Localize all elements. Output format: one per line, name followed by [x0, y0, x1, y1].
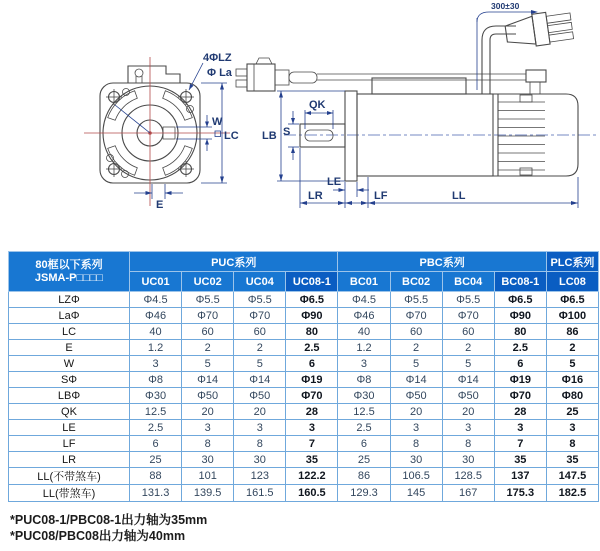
spec-table	[8, 251, 599, 502]
series-group-header: PLC系列	[546, 252, 598, 272]
row-label: LZΦ	[9, 292, 130, 308]
spec-cell: 3	[442, 420, 494, 436]
spec-cell: Φ50	[442, 388, 494, 404]
side-le-label: LE	[327, 176, 342, 188]
spec-cell: Φ70	[390, 308, 442, 324]
spec-cell: 106.5	[390, 468, 442, 485]
model-column-header: BC01	[338, 272, 390, 292]
spec-cell: 60	[234, 324, 286, 340]
spec-cell: 40	[338, 324, 390, 340]
spec-cell: 1.2	[130, 340, 182, 356]
front-e-label: E	[156, 199, 164, 211]
series-group-header: PUC系列	[130, 252, 338, 272]
spec-cell: Φ4.5	[338, 292, 390, 308]
spec-cell: 35	[546, 452, 598, 468]
spec-cell: 101	[182, 468, 234, 485]
spec-cell: 128.5	[442, 468, 494, 485]
spec-cell: 2	[546, 340, 598, 356]
spec-cell: 6	[286, 356, 338, 372]
spec-cell: 60	[442, 324, 494, 340]
spec-cell: 80	[286, 324, 338, 340]
cooling-ribs	[498, 102, 545, 170]
corner-line2: JSMA-P□□□□	[34, 271, 104, 284]
model-column-header: UC01	[130, 272, 182, 292]
spec-cell: Φ30	[338, 388, 390, 404]
spec-cell: 2	[234, 340, 286, 356]
spec-cell: 8	[182, 436, 234, 452]
side-ll-label: LL	[452, 190, 466, 202]
table-row	[9, 420, 599, 436]
spec-cell: 30	[182, 452, 234, 468]
table-row	[9, 292, 599, 308]
spec-cell: Φ14	[390, 372, 442, 388]
spec-cell: Φ100	[546, 308, 598, 324]
table-row	[9, 452, 599, 468]
spec-cell: Φ4.5	[130, 292, 182, 308]
spec-cell: 175.3	[494, 485, 546, 502]
footnote-line: *PUC08/PBC08出力轴为40mm	[10, 529, 186, 543]
table-row	[9, 404, 599, 420]
spec-cell: 40	[130, 324, 182, 340]
spec-cell: 20	[182, 404, 234, 420]
spec-cell: Φ90	[286, 308, 338, 324]
spec-cell: 139.5	[182, 485, 234, 502]
spec-cell: Φ5.5	[182, 292, 234, 308]
model-column-header: UC02	[182, 272, 234, 292]
spec-cell: Φ70	[182, 308, 234, 324]
spec-cell: 20	[234, 404, 286, 420]
row-label: LF	[9, 436, 130, 452]
spec-cell: 145	[390, 485, 442, 502]
spec-cell: Φ14	[234, 372, 286, 388]
spec-cell: 2	[442, 340, 494, 356]
spec-cell: 7	[286, 436, 338, 452]
spec-cell: Φ5.5	[390, 292, 442, 308]
table-row	[9, 356, 599, 372]
spec-cell: Φ30	[130, 388, 182, 404]
model-column-header: UC08-1	[286, 272, 338, 292]
spec-cell: Φ5.5	[234, 292, 286, 308]
footnotes	[10, 512, 207, 544]
table-row	[9, 436, 599, 452]
spec-cell: Φ50	[390, 388, 442, 404]
spec-cell: Φ50	[234, 388, 286, 404]
spec-cell: 8	[234, 436, 286, 452]
spec-cell: 2.5	[494, 340, 546, 356]
front-pilot-label: Φ La	[207, 67, 232, 79]
spec-cell: 5	[546, 356, 598, 372]
table-row	[9, 372, 599, 388]
table-row	[9, 324, 599, 340]
spec-cell: 30	[234, 452, 286, 468]
spec-cell: 88	[130, 468, 182, 485]
spec-cell: 8	[442, 436, 494, 452]
spec-cell: 25	[130, 452, 182, 468]
encoder-cable-connector	[236, 58, 546, 94]
row-label: LBΦ	[9, 388, 130, 404]
spec-cell: 20	[442, 404, 494, 420]
spec-cell: 8	[390, 436, 442, 452]
spec-cell: 28	[494, 404, 546, 420]
spec-cell: 6	[130, 436, 182, 452]
spec-cell: 2.5	[338, 420, 390, 436]
spec-cell: Φ14	[442, 372, 494, 388]
spec-cell: 129.3	[338, 485, 390, 502]
table-row	[9, 485, 599, 502]
spec-cell: Φ46	[338, 308, 390, 324]
spec-cell: 3	[286, 420, 338, 436]
model-column-header: BC04	[442, 272, 494, 292]
side-qk-label: QK	[309, 99, 326, 111]
spec-cell: 1.2	[338, 340, 390, 356]
spec-cell: Φ16	[546, 372, 598, 388]
spec-cell: 28	[286, 404, 338, 420]
spec-cell: Φ80	[546, 388, 598, 404]
side-lf-label: LF	[374, 190, 388, 202]
spec-cell: 3	[130, 356, 182, 372]
spec-cell: Φ46	[130, 308, 182, 324]
corner-line1: 80框以下系列	[35, 258, 103, 271]
spec-cell: 30	[442, 452, 494, 468]
spec-cell: 5	[442, 356, 494, 372]
table-row	[9, 340, 599, 356]
front-bolt-label: 4ΦLZ	[203, 52, 232, 64]
spec-cell: 25	[338, 452, 390, 468]
row-label: LL(不带煞车)	[9, 468, 130, 485]
model-column-header: LC08	[546, 272, 598, 292]
spec-cell: 3	[546, 420, 598, 436]
spec-cell: Φ6.5	[286, 292, 338, 308]
footnote-line: *PUC08-1/PBC08-1出力轴为35mm	[10, 513, 208, 527]
cable-length-label: 300±30	[491, 1, 520, 11]
row-label: LE	[9, 420, 130, 436]
spec-cell: 2	[390, 340, 442, 356]
spec-cell: 3	[182, 420, 234, 436]
table-corner-cell	[9, 252, 130, 292]
spec-cell: 2.5	[286, 340, 338, 356]
model-column-header: BC08-1	[494, 272, 546, 292]
spec-cell: Φ70	[442, 308, 494, 324]
spec-cell: 35	[494, 452, 546, 468]
row-label: E	[9, 340, 130, 356]
spec-cell: Φ6.5	[546, 292, 598, 308]
spec-cell: 3	[338, 356, 390, 372]
side-view	[236, 1, 596, 208]
spec-cell: 60	[182, 324, 234, 340]
spec-cell: 2	[182, 340, 234, 356]
spec-cell: 12.5	[338, 404, 390, 420]
spec-cell: 60	[390, 324, 442, 340]
spec-cell: 3	[234, 420, 286, 436]
side-lr-label: LR	[308, 190, 323, 202]
series-group-header: PBC系列	[338, 252, 546, 272]
spec-cell: 25	[546, 404, 598, 420]
table-row	[9, 308, 599, 324]
spec-cell: Φ19	[494, 372, 546, 388]
side-lb-label: LB	[262, 130, 277, 142]
spec-cell: 3	[390, 420, 442, 436]
model-column-header: UC04	[234, 272, 286, 292]
spec-cell: Φ14	[182, 372, 234, 388]
side-s-label: S	[283, 126, 291, 138]
spec-cell: 86	[338, 468, 390, 485]
spec-cell: Φ50	[182, 388, 234, 404]
row-label: LC	[9, 324, 130, 340]
spec-cell: Φ8	[338, 372, 390, 388]
spec-cell: 2.5	[130, 420, 182, 436]
spec-cell: Φ5.5	[442, 292, 494, 308]
spec-cell: 20	[390, 404, 442, 420]
spec-cell: 8	[546, 436, 598, 452]
motor-dimension-diagram	[0, 0, 600, 249]
row-label: QK	[9, 404, 130, 420]
spec-cell: 160.5	[286, 485, 338, 502]
spec-cell: Φ90	[494, 308, 546, 324]
spec-cell: 35	[286, 452, 338, 468]
spec-cell: 161.5	[234, 485, 286, 502]
spec-cell: Φ70	[286, 388, 338, 404]
spec-cell: Φ8	[130, 372, 182, 388]
spec-cell: Φ19	[286, 372, 338, 388]
spec-cell: 137	[494, 468, 546, 485]
row-label: SΦ	[9, 372, 130, 388]
spec-cell: 80	[494, 324, 546, 340]
table-row	[9, 388, 599, 404]
spec-cell: 131.3	[130, 485, 182, 502]
spec-cell: 30	[390, 452, 442, 468]
table-row	[9, 468, 599, 485]
row-label: LaΦ	[9, 308, 130, 324]
spec-cell: 3	[494, 420, 546, 436]
spec-cell: Φ6.5	[494, 292, 546, 308]
spec-cell: Φ70	[234, 308, 286, 324]
model-column-header: BC02	[390, 272, 442, 292]
spec-cell: 12.5	[130, 404, 182, 420]
spec-cell: 123	[234, 468, 286, 485]
spec-cell: 7	[494, 436, 546, 452]
spec-cell: 86	[546, 324, 598, 340]
front-view	[84, 52, 239, 211]
spec-cell: 6	[494, 356, 546, 372]
spec-cell: 167	[442, 485, 494, 502]
spec-cell: 5	[234, 356, 286, 372]
spec-cell: 5	[390, 356, 442, 372]
spec-cell: 5	[182, 356, 234, 372]
spec-cell: 182.5	[546, 485, 598, 502]
row-label: W	[9, 356, 130, 372]
spec-cell: Φ70	[494, 388, 546, 404]
spec-cell: 122.2	[286, 468, 338, 485]
spec-cell: 6	[338, 436, 390, 452]
front-lc-label: LC	[224, 130, 239, 142]
spec-cell: 147.5	[546, 468, 598, 485]
row-label: LL(带煞车)	[9, 485, 130, 502]
front-w-label: W	[212, 116, 223, 128]
row-label: LR	[9, 452, 130, 468]
